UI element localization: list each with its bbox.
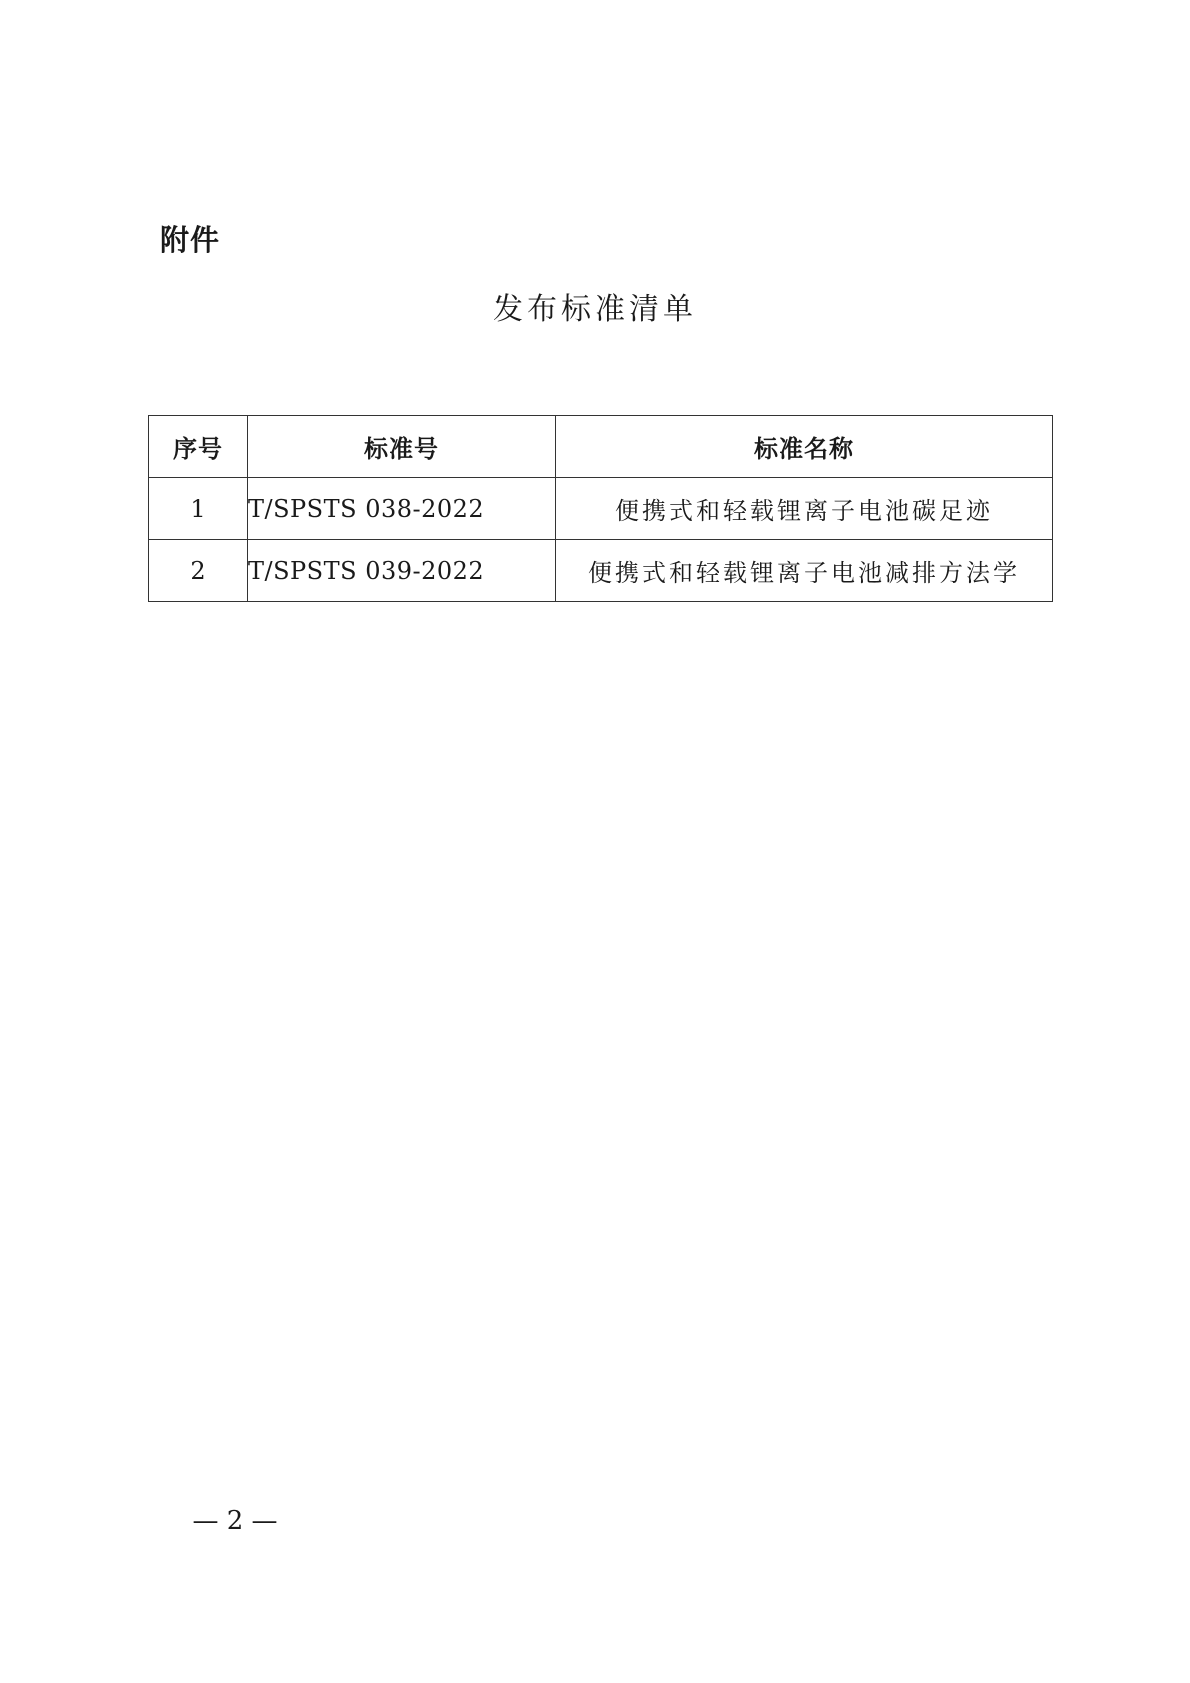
cell-serial-number: 2 [149,540,248,602]
cell-standard-name: 便携式和轻载锂离子电池减排方法学 [556,540,1053,602]
cell-standard-code: T/SPSTS 038-2022 [248,478,556,540]
page-title: 发布标准清单 [493,292,697,327]
cell-serial-number: 1 [149,478,248,540]
table-row [149,478,1053,540]
attachment-label: 附件 [160,223,221,257]
header-standard-name: 标准名称 [556,416,1053,478]
page-number: — 2 — [192,1506,278,1536]
table-header-row [149,416,1053,478]
cell-standard-code: T/SPSTS 039-2022 [248,540,556,602]
table-row [149,540,1053,602]
header-standard-code: 标准号 [248,416,556,478]
header-serial-number: 序号 [149,416,248,478]
standards-table [148,415,1053,602]
cell-standard-name: 便携式和轻载锂离子电池碳足迹 [556,478,1053,540]
